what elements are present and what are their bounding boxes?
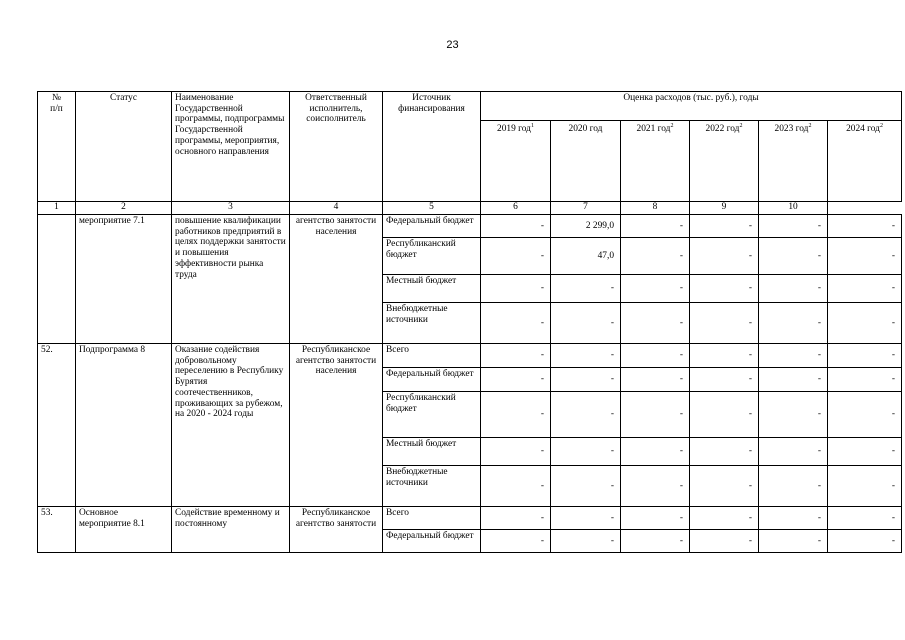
expense-value: - [828,438,902,466]
expense-value: - [481,507,551,530]
expense-value: - [621,344,690,368]
header-name: Наименование Государственной программы, подпрограммы Государственной программы, мероприятия, основного направления [172,92,290,202]
row-status: Подпрограмма 8 [76,344,172,507]
expense-value: - [690,344,759,368]
expense-value: - [551,466,621,507]
expense-value: - [551,303,621,344]
header-responsible: Ответственный исполнитель, соисполнитель [290,92,383,202]
expense-value: - [551,530,621,553]
year-label: 2019 год [497,124,531,134]
expense-value: - [828,530,902,553]
row-name: повышение квалификации работников предприятий в целях поддержки занятости и повышения эффективности рынка труда [172,215,290,344]
expense-value: - [759,303,828,344]
expense-value: 2 299,0 [551,215,621,238]
expense-value: - [828,368,902,392]
expense-value: - [551,392,621,438]
expense-value: - [481,303,551,344]
funding-source: Всего [383,507,481,530]
expense-value: - [828,507,902,530]
expense-value: - [481,275,551,303]
column-index: 2 [76,202,172,215]
table-row [38,507,902,530]
header-status: Статус [76,92,172,202]
expense-value: - [690,215,759,238]
expense-value: - [481,530,551,553]
year-header [481,121,551,202]
expense-value: - [759,530,828,553]
expense-value: - [481,392,551,438]
expense-value: - [759,392,828,438]
expense-value: - [690,275,759,303]
column-index: 1 [38,202,76,215]
year-header [551,121,621,202]
funding-source: Местный бюджет [383,275,481,303]
column-index: 8 [621,202,690,215]
expense-value: - [759,438,828,466]
column-index: 4 [290,202,383,215]
year-label: 2023 год [774,124,809,134]
year-header [828,121,902,202]
year-footnote-mark: 1 [530,122,534,129]
expense-value: - [759,344,828,368]
year-footnote-mark: 2 [670,122,674,129]
expense-value: - [621,530,690,553]
funding-source: Республиканский бюджет [383,238,481,275]
expense-value: - [828,344,902,368]
expense-value: - [759,215,828,238]
expense-value: - [690,238,759,275]
column-index: 5 [383,202,481,215]
page-number: 23 [446,39,459,51]
expense-value: - [621,238,690,275]
expense-value: - [759,275,828,303]
row-responsible: Республиканское агентство занятости [290,507,383,553]
table-row [38,215,902,238]
expense-value: - [621,275,690,303]
row-status: Основное мероприятие 8.1 [76,507,172,553]
expense-value: - [551,368,621,392]
expense-value: - [690,392,759,438]
expense-value: - [690,368,759,392]
column-index: 7 [551,202,621,215]
table-row [38,344,902,368]
expense-value: - [759,238,828,275]
funding-source: Всего [383,344,481,368]
year-footnote-mark: 2 [879,122,883,129]
funding-source: Федеральный бюджет [383,368,481,392]
expense-value: - [828,466,902,507]
expense-value: - [690,507,759,530]
funding-source: Федеральный бюджет [383,215,481,238]
expense-value: - [828,215,902,238]
funding-source: Федеральный бюджет [383,530,481,553]
year-header [690,121,759,202]
funding-source: Внебюджетные источники [383,303,481,344]
expense-value: - [621,215,690,238]
row-responsible: агентство занятости населения [290,215,383,344]
year-label: 2020 год [568,124,603,134]
funding-source: Республиканский бюджет [383,392,481,438]
year-header [759,121,828,202]
expense-value: - [621,392,690,438]
funding-source: Внебюджетные источники [383,466,481,507]
year-footnote-mark: 2 [739,122,743,129]
expense-value: - [828,392,902,438]
expense-value: - [828,275,902,303]
header-costs: Оценка расходов (тыс. руб.), годы [481,92,902,121]
column-index: 3 [172,202,290,215]
financing-table [37,91,902,553]
column-index: 10 [759,202,828,215]
header-num: № п/п [38,92,76,202]
year-header [621,121,690,202]
expense-value: - [481,368,551,392]
row-number: 53. [38,507,76,553]
expense-value: - [551,507,621,530]
expense-value: - [551,438,621,466]
year-label: 2022 год [705,124,740,134]
column-index: 6 [481,202,551,215]
expense-value: 47,0 [551,238,621,275]
year-footnote-mark: 2 [808,122,812,129]
expense-value: - [621,368,690,392]
expense-value: - [481,215,551,238]
expense-value: - [481,238,551,275]
column-index: 9 [690,202,759,215]
expense-value: - [481,466,551,507]
expense-value: - [690,530,759,553]
funding-source: Местный бюджет [383,438,481,466]
row-number: 52. [38,344,76,507]
row-name: Содействие временному и постоянному [172,507,290,553]
row-responsible: Республиканское агентство занятости населения [290,344,383,507]
year-label: 2024 год [846,124,880,134]
expense-value: - [621,303,690,344]
row-status: мероприятие 7.1 [76,215,172,344]
expense-value: - [759,466,828,507]
expense-value: - [551,344,621,368]
expense-value: - [481,438,551,466]
expense-value: - [621,466,690,507]
expense-value: - [828,238,902,275]
expense-value: - [759,507,828,530]
expense-value: - [690,303,759,344]
expense-value: - [621,438,690,466]
year-label: 2021 год [636,124,671,134]
row-name: Оказание содействия добровольному переселению в Республику Бурятия соотечественников, проживающих за рубежом, на 2020 - 2024 годы [172,344,290,507]
header-source: Источник финансирования [383,92,481,202]
expense-value: - [690,466,759,507]
expense-value: - [759,368,828,392]
expense-value: - [621,507,690,530]
expense-value: - [690,438,759,466]
row-number [38,215,76,344]
expense-value: - [481,344,551,368]
expense-value: - [828,303,902,344]
expense-value: - [551,275,621,303]
